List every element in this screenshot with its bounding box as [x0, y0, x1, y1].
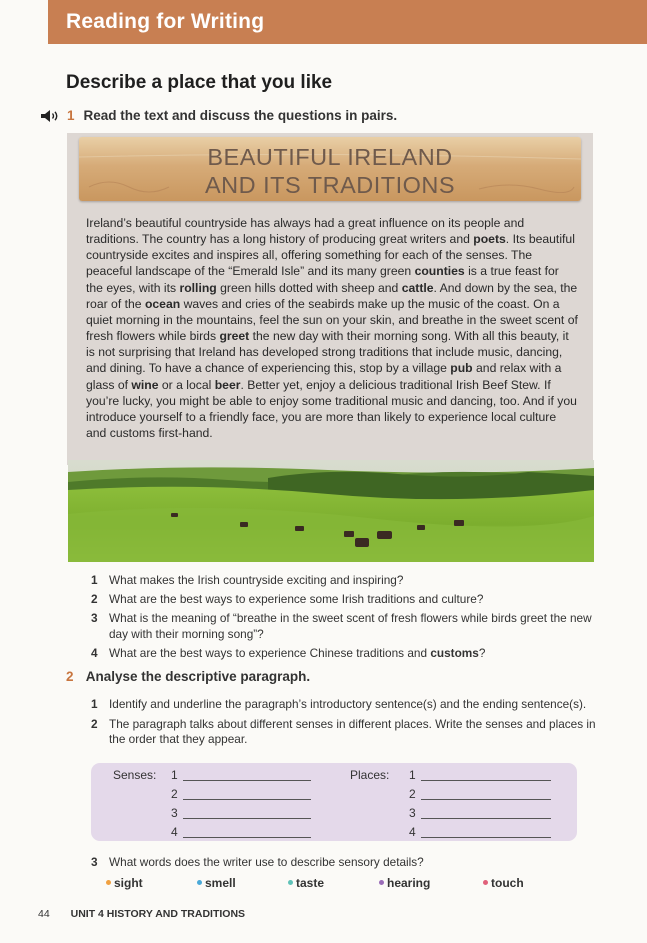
senses-label: Senses: — [113, 768, 157, 782]
places-blank-1[interactable] — [421, 780, 551, 781]
question-number: 1 — [91, 697, 98, 711]
audio-speaker-icon[interactable] — [40, 109, 60, 123]
vocab-word: pub — [450, 361, 473, 376]
reading-passage — [86, 215, 578, 441]
countryside-photo — [68, 460, 594, 562]
question-item — [91, 717, 601, 748]
senses-row-number: 4 — [171, 825, 178, 839]
places-row-number: 2 — [409, 787, 416, 801]
banner-line-2: AND ITS TRADITIONS — [204, 172, 456, 198]
passage-text: Ireland’s beautiful countryside has always had a great influence on its people and traditions. The country has a long history of producing great writers and — [86, 216, 525, 247]
vocab-word: rolling — [179, 280, 217, 295]
page-title: Describe a place that you like — [66, 72, 333, 93]
vocab-word: wine — [131, 377, 159, 392]
page-footer — [38, 908, 245, 920]
vocab-word: customs — [430, 645, 479, 660]
vocab-word: poets — [473, 232, 506, 247]
question-number: 1 — [91, 573, 98, 587]
sense-word-touch — [483, 876, 524, 890]
senses-blank-4[interactable] — [183, 837, 311, 838]
senses-row-number: 3 — [171, 806, 178, 820]
question-text: What are the best ways to experience some Irish traditions and culture? — [109, 592, 484, 606]
senses-places-box — [91, 763, 577, 841]
senses-row-number: 1 — [171, 768, 178, 782]
passage-text: green hills dotted with sheep and — [216, 280, 402, 295]
passage-text: . And down by the sea, the roar of the — [86, 280, 578, 311]
task-1-heading — [40, 108, 397, 123]
question-item — [91, 611, 601, 642]
passage-text: and relax with a glass of — [86, 361, 562, 392]
question-number: 3 — [91, 855, 98, 869]
question-number: 3 — [91, 611, 98, 625]
sense-word-label: smell — [205, 876, 236, 890]
header-bar — [48, 0, 647, 44]
passage-text: the new day with their morning song. With all this beauty, it is not surprising that Ireland has developed strong traditions that include music, dancing, and dining. To have a chance of experiencing this, stop by a village — [86, 329, 569, 376]
question-text: What are the best ways to experience Chinese traditions and — [109, 645, 431, 660]
bullet-dot-icon — [197, 880, 202, 885]
passage-text: waves and cries of the seabirds make up the music of the coast. On a quiet morning in the mountains, feel the sun on your skin, and breathe in the sweet scent of fresh flowers while birds — [86, 296, 578, 344]
vocab-word: beer — [214, 377, 241, 392]
task-number: 1 — [67, 108, 75, 123]
task-2-heading — [66, 669, 310, 684]
task-instruction: Read the text and discuss the questions in pairs. — [83, 108, 398, 123]
bullet-dot-icon — [483, 880, 488, 885]
task-instruction: Analyse the descriptive paragraph. — [85, 669, 311, 684]
places-row-number: 1 — [409, 768, 416, 782]
task-1-questions — [91, 573, 601, 665]
question-number: 2 — [91, 716, 98, 731]
senses-blank-1[interactable] — [183, 780, 311, 781]
bullet-dot-icon — [288, 880, 293, 885]
sense-word-label: sight — [114, 876, 143, 890]
places-blank-4[interactable] — [421, 837, 551, 838]
question-text: What is the meaning of “breathe in the sweet scent of fresh flowers while birds greet the new day with their morning song”? — [109, 611, 592, 641]
question-text: Identify and underline the paragraph’s introductory sentence(s) and the ending sentence(s). — [109, 697, 587, 711]
bullet-dot-icon — [379, 880, 384, 885]
senses-blank-2[interactable] — [183, 799, 311, 800]
senses-row-number: 2 — [171, 787, 178, 801]
question-text: ? — [478, 645, 486, 660]
question-text: What makes the Irish countryside exciting and inspiring? — [109, 573, 404, 587]
section-title: Reading for Writing — [66, 10, 265, 33]
sense-word-smell — [197, 876, 236, 890]
passage-text: . Better yet, enjoy a delicious traditional Irish Beef Stew. If you’re lucky, you might be able to enjoy some traditional music and dancing, too. And if you introduce yourself to a friendly face, you are more than likely to experience local culture and customs first-hand. — [86, 377, 577, 441]
title-banner — [79, 137, 581, 201]
places-row-number: 4 — [409, 825, 416, 839]
places-row-number: 3 — [409, 806, 416, 820]
task-2-question-3 — [91, 855, 601, 871]
question-item — [91, 697, 601, 713]
places-label: Places: — [350, 768, 390, 782]
banner-line-1: BEAUTIFUL IRELAND — [207, 144, 453, 170]
vocab-word: greet — [219, 329, 250, 344]
question-number: 2 — [91, 592, 98, 606]
question-number: 4 — [91, 645, 98, 660]
passage-text: or a local — [158, 377, 215, 392]
page-number: 44 — [38, 908, 50, 920]
task-number: 2 — [66, 669, 74, 684]
vocab-word: cattle — [401, 280, 434, 295]
places-blank-2[interactable] — [421, 799, 551, 800]
sense-word-label: hearing — [387, 876, 431, 890]
reading-panel — [67, 133, 593, 465]
places-blank-3[interactable] — [421, 818, 551, 819]
sense-word-sight — [106, 876, 143, 890]
task-2-questions — [91, 697, 601, 752]
question-text: The paragraph talks about different senses in different places. Write the senses and places in the order that they appear. — [109, 716, 596, 746]
unit-title: UNIT 4 HISTORY AND TRADITIONS — [70, 908, 246, 920]
question-item — [91, 573, 601, 589]
question-text: What words does the writer use to describe sensory details? — [109, 855, 424, 869]
bullet-dot-icon — [106, 880, 111, 885]
vocab-word: counties — [414, 264, 465, 279]
sense-word-hearing — [379, 876, 430, 890]
vocab-word: ocean — [144, 296, 181, 311]
sense-word-label: touch — [491, 876, 524, 890]
senses-blank-3[interactable] — [183, 818, 311, 819]
sense-word-label: taste — [296, 876, 325, 890]
question-item — [91, 646, 601, 662]
sense-word-taste — [288, 876, 324, 890]
passage-text: . Its beautiful countryside excites and inspires all, offering something for each of the senses. The peaceful landscape of the “Emerald Isle” and its many green — [86, 232, 575, 279]
question-item — [91, 855, 601, 871]
passage-text: is a true feast for the eyes, with its — [86, 264, 559, 295]
question-item — [91, 592, 601, 608]
